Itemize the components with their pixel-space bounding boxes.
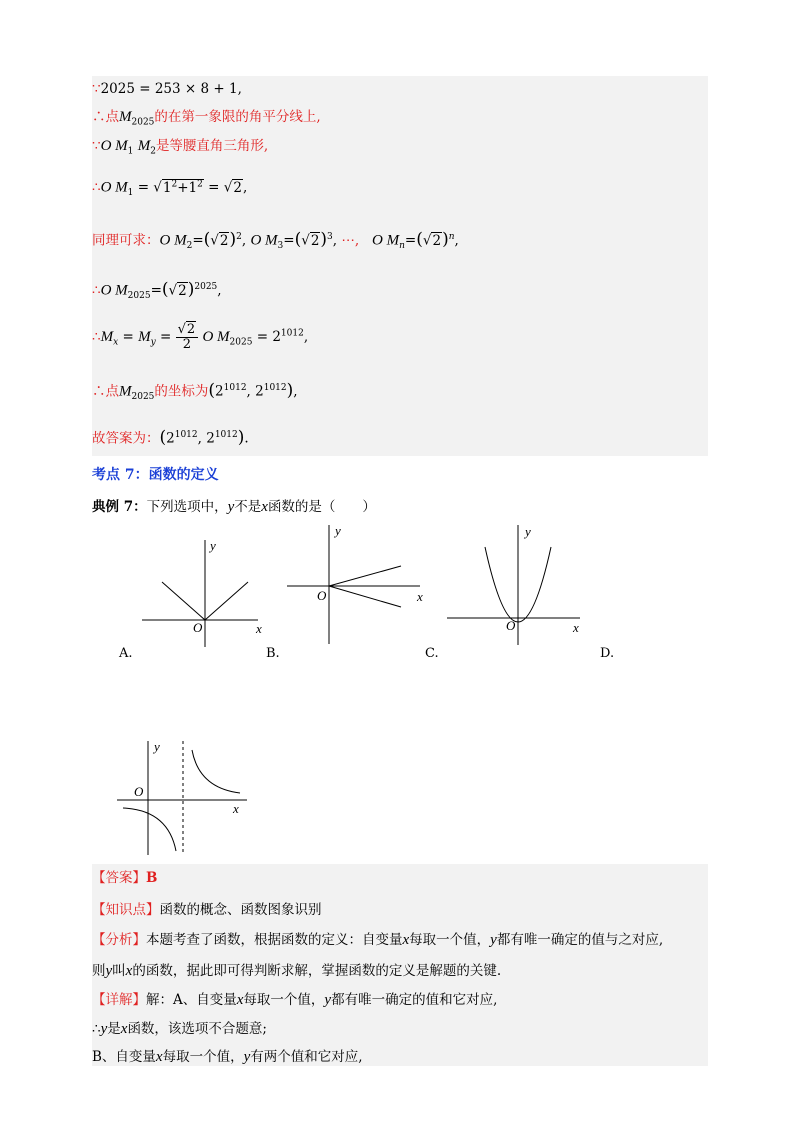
x-axis-label: x: [417, 589, 423, 604]
y-axis-label: y: [154, 739, 160, 754]
analysis-line-1: 【分析】本题考查了函数，根据函数的定义：自变量x每取一个值，y都有唯一确定的值与之对应,: [92, 932, 664, 948]
section-title: 考点 7：函数的定义: [92, 467, 219, 483]
detail-line-2: ∴y是x函数，该选项不合题意;: [92, 1021, 267, 1037]
analysis-line-2: 则y叫x的函数，据此即可得判断求解，掌握函数的定义是解题的关键.: [92, 963, 502, 979]
x-axis-label: x: [233, 801, 239, 816]
solution-line-7: $\therefore M_x = M_y$ = $\frac{√2}{2}$ O $M_{2025} = 2^{1012}$,: [92, 322, 309, 352]
knowledge-point-line: 【知识点】函数的概念、函数图象识别: [92, 902, 322, 918]
solution-line-5: 同理可求：O $M_2=(√2)^2$, O $M_3=(√2)^3$, ⋯, O $M_n=(√2)^n$,: [92, 229, 459, 252]
graph-option-b: [285, 522, 430, 647]
solution-line-4: ∴O $M_1 = √1^2+1^2 = √2$,: [92, 179, 248, 199]
answer-line: 【答案】B: [92, 870, 158, 886]
solution-line-6: ∴O $M_{2025}=(√2)^{2025}$,: [92, 279, 222, 302]
example-question: 典例 7：下列选项中，y不是x函数的是（ ）: [92, 499, 376, 515]
solution-line-3: ∵O $M_1$ $M_2$是等腰直角三角形,: [92, 138, 269, 157]
option-d-label: D.: [600, 646, 615, 661]
detail-line-3: B、自变量x每取一个值，y有两个值和它对应,: [92, 1049, 363, 1065]
graph-option-a: [140, 535, 270, 650]
solution-line-2: ∴点$M_{2025}$的在第一象限的角平分线上,: [92, 109, 321, 128]
graph-option-c: [445, 522, 590, 647]
y-axis-label: y: [525, 524, 531, 539]
x-axis-label: x: [573, 620, 579, 635]
option-a-label: A.: [119, 646, 133, 661]
origin-label: O: [506, 618, 516, 633]
solution-line-1: ∵2025 = 253 × 8 + 1,: [92, 81, 242, 97]
option-c-label: C.: [425, 646, 439, 661]
y-axis-label: y: [210, 538, 216, 553]
option-b-label: B.: [266, 646, 280, 661]
origin-label: O: [134, 784, 144, 799]
x-axis-label: x: [256, 621, 262, 636]
graph-option-d: [115, 738, 255, 858]
origin-label: O: [317, 588, 327, 603]
y-axis-label: y: [335, 523, 341, 538]
solution-line-9: 故答案为：($2^{1012}$, $2^{1012}$).: [92, 427, 249, 448]
solution-line-8: ∴点$M_{2025}$的坐标为($2^{1012}$, $2^{1012}$),: [92, 380, 298, 403]
detail-line-1: 【详解】解：A、自变量x每取一个值，y都有唯一确定的值和它对应,: [92, 992, 498, 1008]
origin-label: O: [193, 620, 203, 635]
